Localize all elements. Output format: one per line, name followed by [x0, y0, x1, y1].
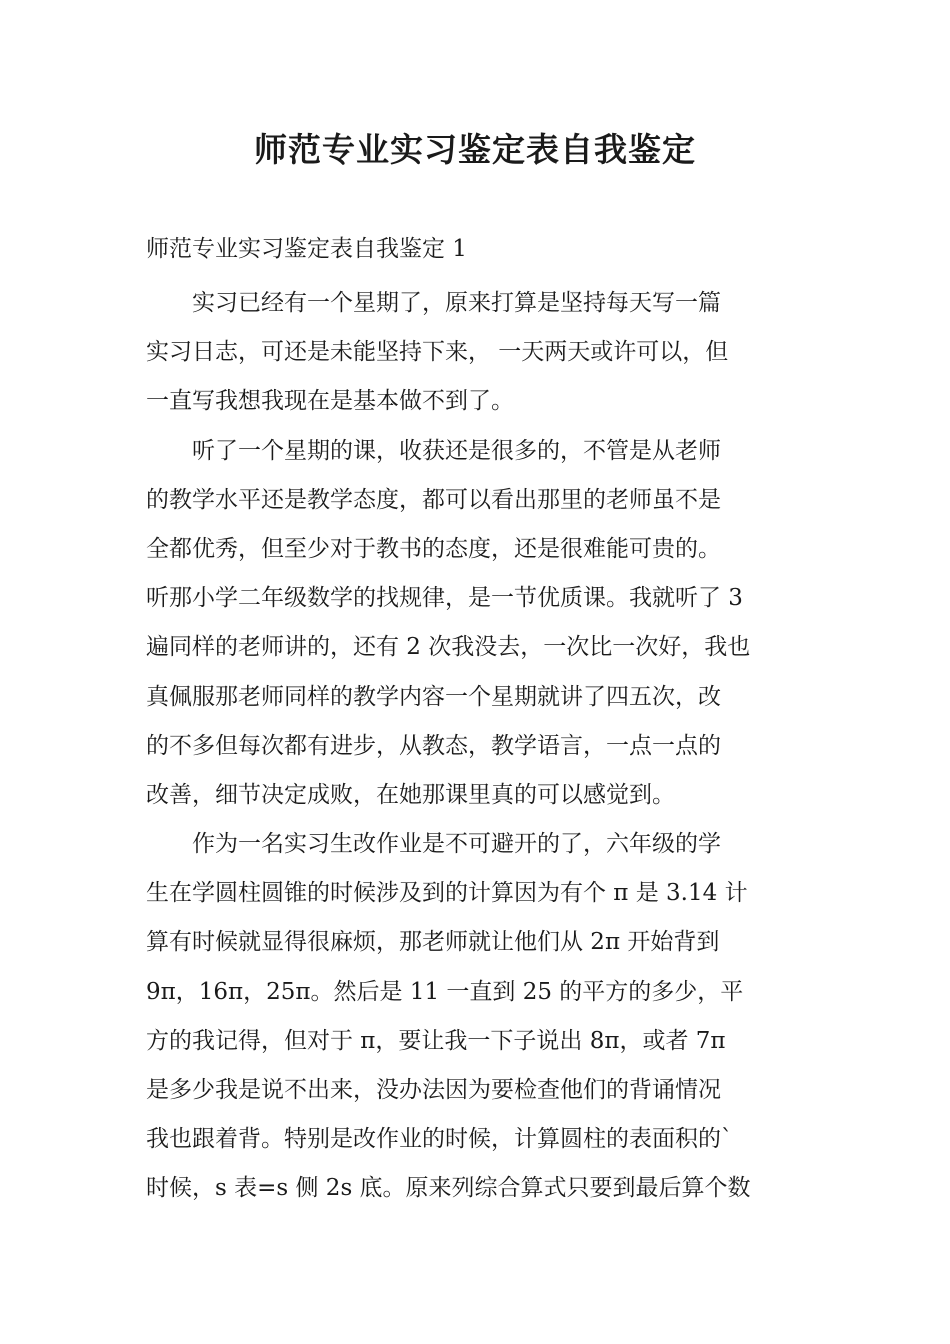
text-line: 全都优秀，但至少对于教书的态度，还是很难能可贵的。 — [146, 535, 721, 562]
document-body — [146, 279, 816, 1214]
document-title: 师范专业实习鉴定表自我鉴定 — [254, 130, 696, 169]
text-line: 我也跟着背。特别是改作业的时候，计算圆柱的表面积的` — [146, 1126, 733, 1153]
text-line: 遍同样的老师讲的，还有 2 次我没去，一次比一次好，我也 — [146, 634, 751, 661]
text-line: 生在学圆柱圆锥的时候涉及到的计算因为有个 π 是 3.14 计 — [146, 880, 748, 907]
text-line: 真佩服那老师同样的教学内容一个星期就讲了四五次，改 — [146, 683, 721, 710]
text-line: 一直写我想我现在是基本做不到了。 — [146, 388, 514, 415]
text-line: 的不多但每次都有进步，从教态，教学语言，一点一点的 — [146, 732, 721, 759]
text-line: 是多少我是说不出来，没办法因为要检查他们的背诵情况 — [146, 1077, 721, 1103]
text-line: 算有时候就显得很麻烦，那老师就让他们从 2π 开始背到 — [146, 929, 720, 956]
text-line: 方的我记得，但对于 π，要让我一下子说出 8π，或者 7π — [146, 1027, 726, 1054]
section-heading: 师范专业实习鉴定表自我鉴定 1 — [146, 236, 467, 262]
text-line: 实习已经有一个星期了，原来打算是坚持每天写一篇 — [146, 290, 721, 316]
text-line: 实习日志，可还是未能坚持下来， 一天两天或许可以，但 — [146, 339, 729, 366]
text-line: 改善，细节决定成败，在她那课里真的可以感觉到。 — [146, 781, 675, 808]
text-line: 的教学水平还是教学态度，都可以看出那里的老师虽不是 — [146, 486, 721, 513]
text-line: 9π，16π，25π。然后是 11 一直到 25 的平方的多少，平 — [146, 978, 744, 1005]
text-line: 听那小学二年级数学的找规律，是一节优质课。我就听了 3 — [146, 585, 743, 612]
text-line: 时候，s 表=s 侧 2s 底。原来列综合算式只要到最后算个数 — [146, 1175, 751, 1202]
text-line: 听了一个星期的课，收获还是很多的，不管是从老师 — [146, 437, 721, 464]
text-line: 作为一名实习生改作业是不可避开的了，六年级的学 — [146, 831, 721, 858]
